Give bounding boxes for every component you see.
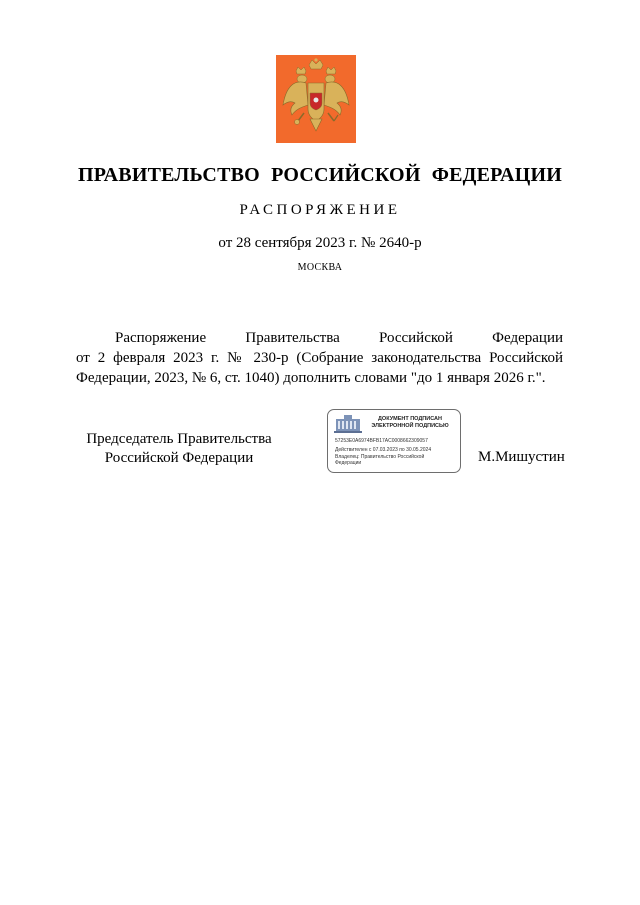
document-type: РАСПОРЯЖЕНИЕ [239, 202, 401, 218]
coat-of-arms-emblem [276, 55, 356, 143]
government-building-icon [334, 415, 362, 433]
document-city: МОСКВА [297, 262, 343, 273]
signer-position-line: Российской Федерации [104, 450, 254, 466]
stamp-certificate: 57253E0A6974BFB17AC0008662309057 [335, 438, 428, 444]
government-title: ПРАВИТЕЛЬСТВО РОССИЙСКОЙ ФЕДЕРАЦИИ [78, 164, 562, 186]
signer-position [74, 430, 284, 468]
signer-position-line: Председатель Правительства [86, 431, 272, 447]
body-line: Федерации, 2023, № 6, ст. 1040) дополнить словами "до 1 января 2026 г.". [76, 370, 546, 386]
stamp-owner: Владелец: Правительство Российской [335, 454, 425, 460]
stamp-validity: Действителен с 07.03.2023 по 30.05.2024 [335, 447, 432, 453]
stamp-title-line: ДОКУМЕНТ ПОДПИСАН [378, 416, 442, 422]
stamp-title-line: ЭЛЕКТРОННОЙ ПОДПИСЬЮ [371, 423, 449, 429]
body-line: Распоряжение Правительства Российской Федерации [115, 330, 563, 346]
stamp-owner: Федерации [335, 460, 362, 466]
electronic-signature-stamp [327, 409, 461, 473]
stamp-title [362, 416, 458, 430]
body-line: от 2 февраля 2023 г. № 230-р (Собрание законодательства Российской [76, 350, 563, 366]
document-body [76, 328, 563, 388]
document-date-number: от 28 сентября 2023 г. № 2640-р [218, 235, 422, 251]
signer-name: М.Мишустин [478, 449, 565, 465]
